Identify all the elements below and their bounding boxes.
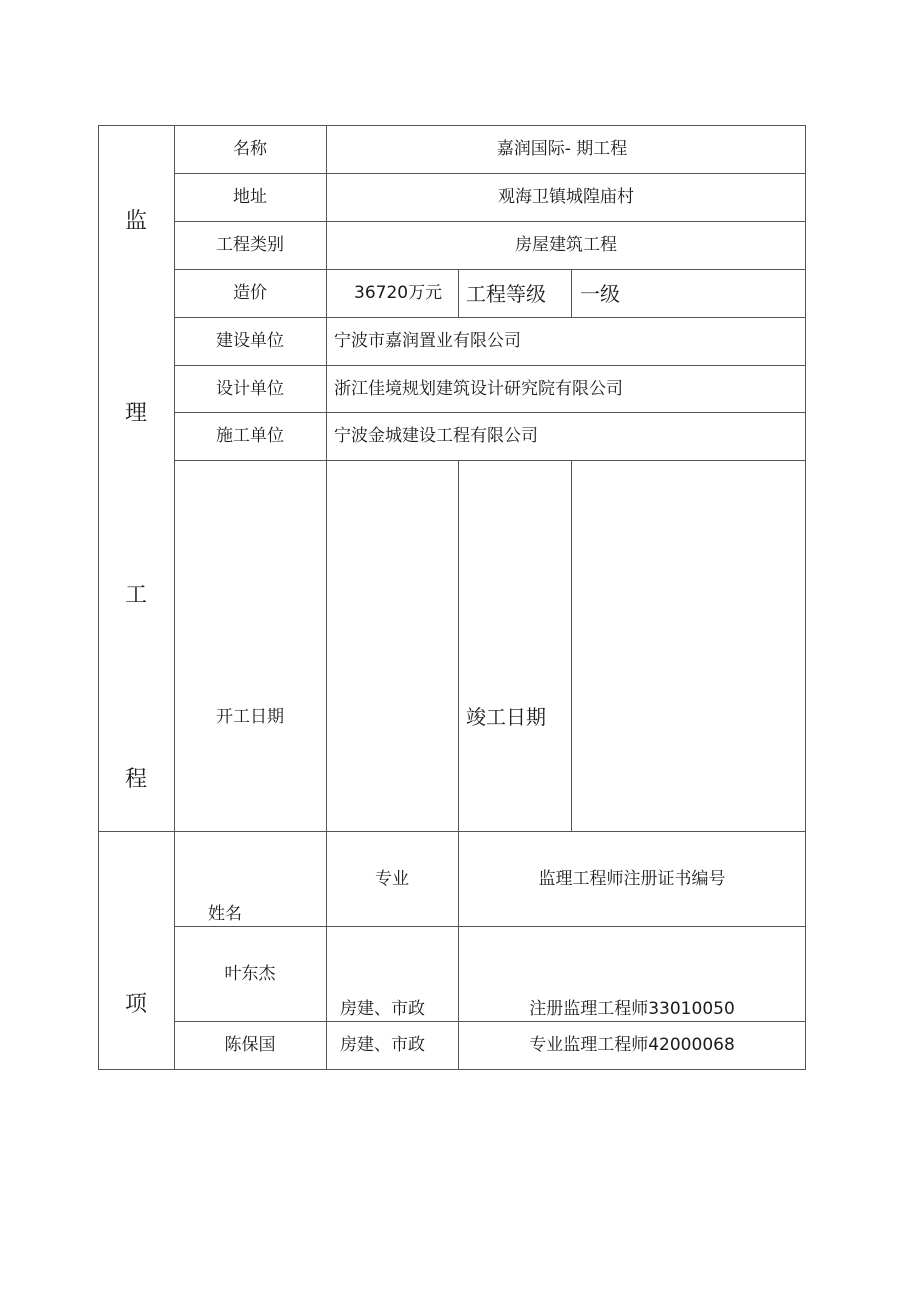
row-divider	[174, 1021, 805, 1022]
column-divider	[458, 269, 459, 317]
staff-header-cert: 监理工程师注册证书编号	[538, 869, 726, 889]
name-label: 名称	[233, 139, 267, 159]
address-value: 观海卫镇城隍庙村	[498, 187, 634, 207]
grade-value: 一级	[580, 282, 620, 306]
designer-value: 浙江佳境规划建筑设计研究院有限公司	[334, 379, 623, 399]
row-divider	[174, 269, 805, 270]
table-border-left	[98, 125, 99, 1070]
row-divider	[174, 926, 805, 927]
staff-name: 陈保国	[224, 1035, 276, 1055]
grade-label: 工程等级	[466, 282, 546, 306]
side-label-char: 工	[124, 583, 148, 608]
column-divider	[458, 460, 459, 831]
table-border-bottom	[98, 1069, 805, 1070]
category-label: 工程类别	[216, 235, 284, 255]
row-divider	[174, 365, 805, 366]
designer-label: 设计单位	[216, 379, 284, 399]
column-divider	[174, 125, 175, 1070]
staff-specialty: 房建、市政	[340, 1035, 425, 1055]
staff-name: 叶东杰	[224, 964, 276, 984]
staff-header-specialty: 专业	[375, 869, 409, 889]
constructor-label: 施工单位	[216, 426, 284, 446]
cost-value: 36720万元	[354, 283, 443, 303]
row-divider	[174, 412, 805, 413]
cost-label: 造价	[233, 283, 267, 303]
column-divider	[571, 269, 572, 317]
row-divider	[174, 173, 805, 174]
table-border-top	[98, 125, 805, 126]
builder-label: 建设单位	[216, 331, 284, 351]
end-date-label: 竣工日期	[466, 705, 546, 729]
builder-value: 宁波市嘉润置业有限公司	[334, 331, 521, 351]
start-date-label: 开工日期	[216, 707, 284, 727]
row-divider	[174, 221, 805, 222]
staff-cert: 专业监理工程师42000068	[529, 1035, 735, 1055]
row-divider	[174, 317, 805, 318]
staff-cert: 注册监理工程师33010050	[529, 999, 735, 1019]
side-label-char: 程	[124, 767, 148, 792]
side-label-char: 监	[124, 209, 148, 234]
section-divider	[98, 831, 805, 832]
name-value: 嘉润国际- 期工程	[496, 139, 628, 159]
table-border-right	[805, 125, 806, 1070]
column-divider	[326, 125, 327, 1070]
column-divider	[458, 831, 459, 1069]
staff-header-name: 姓名	[208, 904, 242, 924]
column-divider	[571, 460, 572, 831]
staff-specialty: 房建、市政	[340, 999, 425, 1019]
side-label-char: 理	[124, 401, 148, 426]
constructor-value: 宁波金城建设工程有限公司	[334, 426, 538, 446]
row-divider	[174, 460, 805, 461]
address-label: 地址	[233, 187, 267, 207]
side-label-char: 项	[124, 992, 148, 1017]
category-value: 房屋建筑工程	[515, 235, 617, 255]
